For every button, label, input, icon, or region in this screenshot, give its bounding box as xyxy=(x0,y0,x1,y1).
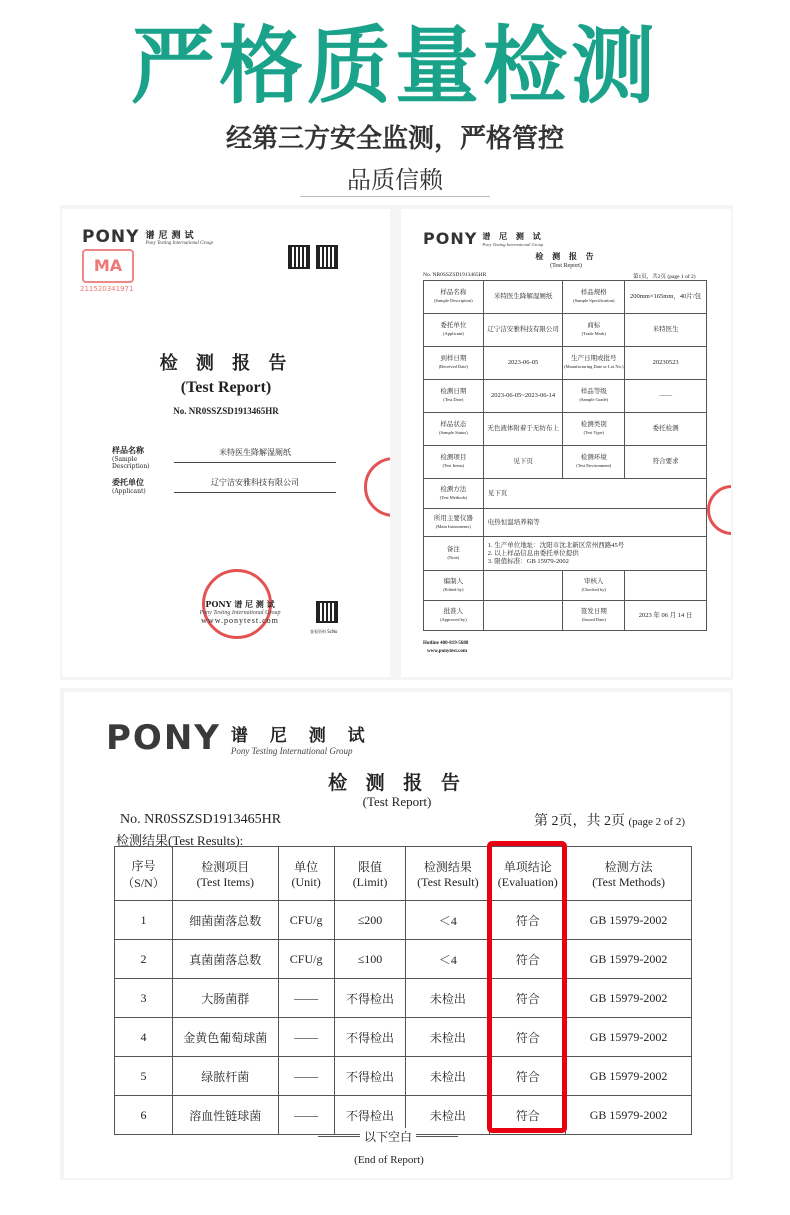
page1-label xyxy=(424,314,484,347)
label-en: (Main Instruments) xyxy=(435,523,471,529)
table-cell: 符合 xyxy=(490,1057,566,1096)
table-cell: GB 15979-2002 xyxy=(566,1018,692,1057)
table-cell: 未检出 xyxy=(406,1096,490,1135)
label-cn: 备注 xyxy=(446,545,460,553)
header-cn: 单项结论 xyxy=(503,859,552,874)
page1-value: 2023 年 06 月 14 日 xyxy=(625,601,707,631)
table-cell: 未检出 xyxy=(406,1018,490,1057)
table-cell: 大肠菌群 xyxy=(172,979,278,1018)
header-en: (Limit) xyxy=(352,874,388,889)
table-cell: —— xyxy=(278,1057,334,1096)
column-header xyxy=(566,847,692,901)
table-cell: 金黄色葡萄球菌 xyxy=(172,1018,278,1057)
page1-label xyxy=(563,446,625,479)
page1-label xyxy=(424,281,484,314)
page1-approval-row xyxy=(424,601,707,631)
cover-title-cn: 检 测 报 告 xyxy=(159,353,293,374)
page2-brand-en: Pony Testing International Group xyxy=(230,745,353,756)
table-cell: GB 15979-2002 xyxy=(566,940,692,979)
hero-divider xyxy=(300,196,490,197)
page1-value: 见下页 xyxy=(483,446,563,479)
table-row xyxy=(115,979,692,1018)
table-row xyxy=(115,940,692,979)
page1-value: 辽宁洁安雅科技有限公司 xyxy=(483,314,563,347)
table-cell: 真菌菌落总数 xyxy=(172,940,278,979)
table-cell: —— xyxy=(278,1018,334,1057)
cover-report-no: No. NR0SSZSD1913465HR xyxy=(173,406,279,416)
table-cell: 2 xyxy=(115,940,173,979)
header-cn: 单位 xyxy=(294,859,319,874)
column-header xyxy=(278,847,334,901)
label-cn: 审核人 xyxy=(584,577,604,585)
label-cn: 到样日期 xyxy=(440,355,467,362)
page1-label xyxy=(424,537,484,571)
table-cell: 不得检出 xyxy=(334,979,406,1018)
page1-instruments-row xyxy=(424,509,707,537)
table-cell: 细菌菌落总数 xyxy=(172,901,278,940)
label-en: (Test Items) xyxy=(442,463,465,468)
page2-page-info: 第 2页，共 2页 (page 2 of 2) xyxy=(534,814,686,829)
label-en: (Sample Description) xyxy=(434,298,473,303)
cover-label-applicant: 委托单位 (Applicant) xyxy=(112,477,146,495)
page2-title-cn: 检 测 报 告 xyxy=(328,772,466,794)
table-cell: 符合 xyxy=(490,940,566,979)
table-cell: GB 15979-2002 xyxy=(566,1057,692,1096)
table-cell: —— xyxy=(278,979,334,1018)
page1-value: 电热恒温培养箱等 xyxy=(483,509,706,537)
cover-value-sample: 米特医生降解湿厕纸 xyxy=(174,447,336,463)
label-en: (Received Date) xyxy=(438,364,469,369)
label-cn: 编制人 xyxy=(443,577,464,585)
label-cn: 检测方法 xyxy=(440,485,467,493)
page1-label xyxy=(424,347,484,380)
page1-value: 2023-06-05 xyxy=(483,347,563,380)
page1-row xyxy=(424,281,707,314)
pony-logo: PONY xyxy=(82,227,140,247)
table-cell: 不得检出 xyxy=(334,1096,406,1135)
column-header xyxy=(115,847,173,901)
label-en: (Applicant) xyxy=(443,331,464,336)
qr-code-icon xyxy=(288,245,310,269)
page1-value: 委托检测 xyxy=(625,413,707,446)
table-cell: 4 xyxy=(115,1018,173,1057)
header-en: (Test Methods) xyxy=(592,874,666,889)
results-table xyxy=(114,846,692,1135)
label-en: (Checked by) xyxy=(581,586,606,592)
page1-row xyxy=(424,446,707,479)
label-cn: 检测项目 xyxy=(440,454,467,461)
page2-title-en: (Test Report) xyxy=(362,794,432,809)
page1-page-info: 第1页，共2页 (page 1 of 2) xyxy=(633,274,696,280)
pony-logo: PONY xyxy=(106,718,221,758)
table-cell: 5 xyxy=(115,1057,173,1096)
table-row xyxy=(115,1018,692,1057)
page2-results-label: 检测结果(Test Results): xyxy=(116,833,244,848)
page1-row xyxy=(424,380,707,413)
header-en: (Evaluation) xyxy=(497,874,558,889)
table-cell: 绿脓杆菌 xyxy=(172,1057,278,1096)
page2-report-no: No. NR0SSZSD1913465HR xyxy=(120,812,282,827)
page1-title-en: (Test Report) xyxy=(550,263,582,269)
table-cell: 3 xyxy=(115,979,173,1018)
page1-label xyxy=(563,314,625,347)
page1-label xyxy=(424,509,484,537)
page1-title-cn: 检 测 报 告 xyxy=(535,251,597,261)
label-cn: 样品状态 xyxy=(440,421,467,428)
header-cn: 检测项目 xyxy=(201,859,250,874)
label-cn: 生产日期或批号 xyxy=(571,355,617,362)
note-line: 3. 限值标准：GB 15979-2002 xyxy=(487,557,569,565)
page2-logo xyxy=(106,718,373,758)
column-header xyxy=(172,847,278,901)
table-cell: 未检出 xyxy=(406,1057,490,1096)
table-cell: 符合 xyxy=(490,901,566,940)
label-en: (Test Date) xyxy=(443,397,464,402)
table-cell: —— xyxy=(278,1096,334,1135)
page1-report-no: No. NR0SSZSD1913465HR xyxy=(423,272,487,278)
cover-brand-cn: 谱尼测试 xyxy=(145,231,198,241)
cover-brand-en: Pony Testing International Group xyxy=(145,241,213,246)
label-cn: 样品等级 xyxy=(580,388,607,395)
header-cn: 序号 xyxy=(131,858,156,873)
label-en: (Approved by) xyxy=(440,616,467,622)
table-cell: CFU/g xyxy=(278,901,334,940)
page1-value: 无色液体附着于无纺布上 xyxy=(483,413,563,446)
table-row xyxy=(115,1057,692,1096)
page1-label xyxy=(424,380,484,413)
cover-value-applicant: 辽宁洁安雅科技有限公司 xyxy=(174,477,336,493)
label-cn: 商标 xyxy=(587,322,601,329)
header-en: (Test Items) xyxy=(196,874,255,889)
table-cell: GB 15979-2002 xyxy=(566,1096,692,1135)
label-en: (Manufacturing Date or Lot No.) xyxy=(564,364,624,369)
red-seal-icon xyxy=(364,457,390,517)
table-cell: 溶血性链球菌 xyxy=(172,1096,278,1135)
table-cell: ＜4 xyxy=(406,940,490,979)
table-cell: ≤100 xyxy=(334,940,406,979)
table-cell: 未检出 xyxy=(406,979,490,1018)
table-cell: 符合 xyxy=(490,979,566,1018)
page1-label xyxy=(563,281,625,314)
page1-value xyxy=(483,537,706,571)
table-cell: 1 xyxy=(115,901,173,940)
cover-footer: PONY 谱 尼 测 试 Pony Testing International Group www.ponytest.com xyxy=(199,599,281,625)
table-cell: 符合 xyxy=(490,1096,566,1135)
qr-code-icon xyxy=(316,601,338,623)
page1-label xyxy=(563,413,625,446)
page1-row xyxy=(424,413,707,446)
page1-notes-row xyxy=(424,537,707,571)
page1-label xyxy=(424,446,484,479)
table-cell: CFU/g xyxy=(278,940,334,979)
red-seal-icon xyxy=(707,485,731,535)
page1-value: 2023-06-05~2023-06-14 xyxy=(483,380,563,413)
ma-mark-icon: MA xyxy=(82,249,134,283)
cover-title-en: (Test Report) xyxy=(180,379,272,396)
table-cell: 不得检出 xyxy=(334,1057,406,1096)
label-en: (Sample Specification) xyxy=(573,298,615,303)
page2-brand-cn: 谱 尼 测 试 xyxy=(230,725,373,746)
qr-code-icon xyxy=(316,245,338,269)
signature-cell xyxy=(483,571,563,601)
hero-subtitle-2: 品质信赖 xyxy=(347,166,443,194)
page1-value: 符合要求 xyxy=(625,446,707,479)
label-cn: 所用主要仪器 xyxy=(433,514,473,522)
page1-label xyxy=(563,347,625,380)
header-cn: 限值 xyxy=(358,859,383,874)
label-en: (Test Environment) xyxy=(576,463,612,468)
page1-label xyxy=(424,413,484,446)
page1-value: 200mm×165mm，40片/包 xyxy=(625,281,707,314)
page1-hotline: Hotline 400-819-5688 xyxy=(423,641,469,646)
table-cell: ≤200 xyxy=(334,901,406,940)
page1-label xyxy=(424,479,484,509)
pony-logo: PONY xyxy=(423,229,478,248)
label-en: (Edited by) xyxy=(443,586,464,592)
report-page-1 xyxy=(401,209,731,677)
column-header xyxy=(334,847,406,901)
label-en: (Note) xyxy=(447,554,460,560)
page1-row xyxy=(424,347,707,380)
page1-label xyxy=(563,601,625,631)
table-cell: 6 xyxy=(115,1096,173,1135)
label-cn: 检测日期 xyxy=(440,388,467,395)
table-cell: GB 15979-2002 xyxy=(566,979,692,1018)
column-header xyxy=(406,847,490,901)
qr-caption: 查看资料 ScNo xyxy=(310,629,338,634)
page1-value xyxy=(625,571,707,601)
table-cell: 符合 xyxy=(490,1018,566,1057)
page1-value: 米特医生 xyxy=(625,314,707,347)
page1-url: www.ponytest.com xyxy=(427,649,467,654)
page1-methods-row xyxy=(424,479,707,509)
end-of-report-cn: 以下空白 xyxy=(360,1128,416,1145)
page1-label xyxy=(424,601,484,631)
hero-subtitle: 经第三方安全监测，严格管控 xyxy=(225,124,564,154)
table-cell: GB 15979-2002 xyxy=(566,901,692,940)
hero-title: 严格质量检测 xyxy=(130,17,659,115)
label-cn: 检测类别 xyxy=(580,421,607,428)
label-en: (Test Methods) xyxy=(439,494,468,500)
label-cn: 检测环境 xyxy=(580,454,607,461)
page1-label xyxy=(563,380,625,413)
table-row xyxy=(115,901,692,940)
cover-label-sample: 样品名称 (Sample Description) xyxy=(112,445,150,470)
page1-label xyxy=(424,571,484,601)
label-en: (Issued Date) xyxy=(581,616,606,622)
end-of-report-en: (End of Report) xyxy=(354,1154,424,1166)
evaluation-highlight xyxy=(487,841,567,1133)
table-cell: 不得检出 xyxy=(334,1018,406,1057)
label-cn: 委托单位 xyxy=(440,322,467,329)
cover-logo xyxy=(82,227,213,247)
page1-value: 见下页 xyxy=(483,479,706,509)
table-cell: ＜4 xyxy=(406,901,490,940)
label-cn: 样品名称 xyxy=(440,289,467,296)
label-cn: 签发日期 xyxy=(580,607,607,615)
signature-cell xyxy=(483,601,563,631)
page1-logo: PONY 谱 尼 测 试 Pony Testing International Group xyxy=(423,229,544,248)
label-en: (Test Type) xyxy=(583,430,604,435)
header-cn: 检测方法 xyxy=(604,859,653,874)
page1-value: —— xyxy=(625,380,707,413)
page1-value: 20230523 xyxy=(625,347,707,380)
header-cn: 检测结果 xyxy=(423,859,472,874)
report-page-2 xyxy=(64,692,730,1178)
header-en: (Unit) xyxy=(291,874,321,889)
page1-label xyxy=(563,571,625,601)
label-en: (Sample Grade) xyxy=(579,397,609,402)
label-en: (Sample Status) xyxy=(439,430,468,435)
note-line: 1. 生产单位地址：沈阳市沈北新区常州西路45号 xyxy=(487,541,625,549)
page1-value: 米特医生降解湿厕纸 xyxy=(483,281,563,314)
header-en: (Test Result) xyxy=(417,874,479,889)
page1-signature-row xyxy=(424,571,707,601)
label-en: (Trade Mark) xyxy=(581,331,606,336)
label-cn: 样品规格 xyxy=(580,289,607,296)
page1-row xyxy=(424,314,707,347)
note-line: 2. 以上样品信息由委托单位提供 xyxy=(487,549,579,557)
label-cn: 批准人 xyxy=(443,607,464,615)
ma-code: 211520341971 xyxy=(80,285,134,293)
report-cover xyxy=(62,209,390,677)
header-en: （S/N） xyxy=(122,875,165,890)
page1-table xyxy=(423,280,707,631)
